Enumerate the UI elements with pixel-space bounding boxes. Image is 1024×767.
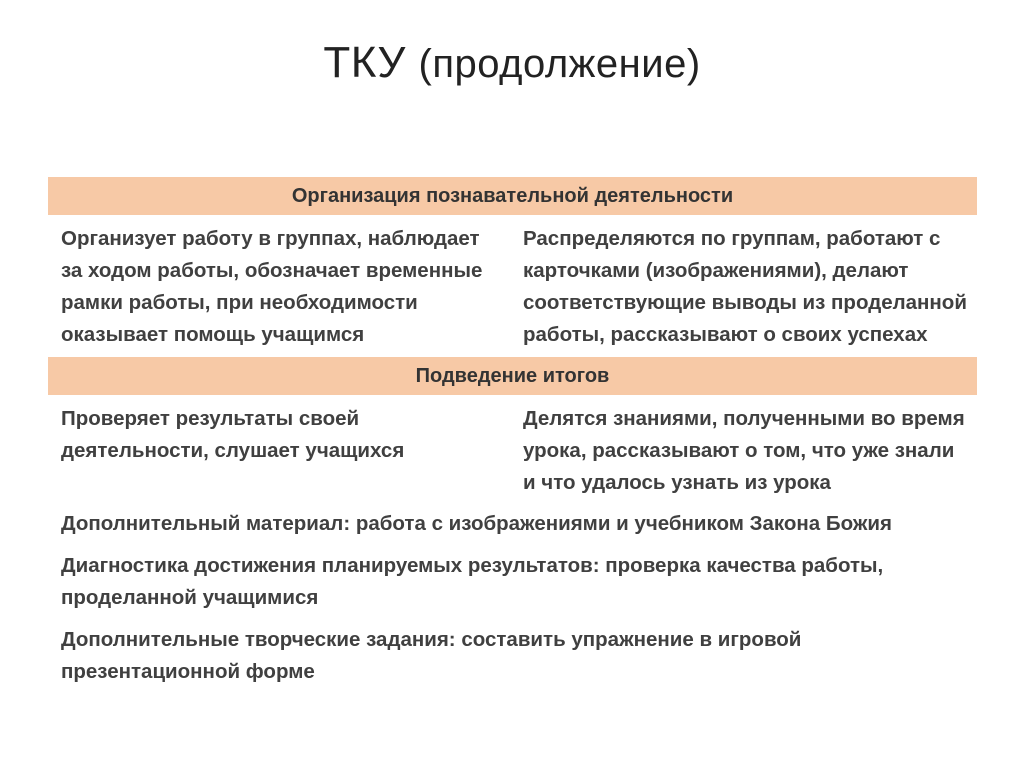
table-row <box>48 217 977 357</box>
teacher-activity-cell: Проверяет результаты своей деятельности, слушает учащихся <box>61 407 405 462</box>
teacher-activity-cell: Организует работу в группах, наблюдает за ходом работы, обозначает временные рамки работы, при необходимости оказывает помощь учащимся <box>61 227 483 346</box>
student-activity-cell: Делятся знаниями, полученными во время урока, рассказывают о том, что уже знали и что удалось узнать из урока <box>523 407 965 494</box>
lesson-table <box>48 177 977 691</box>
section-header-cognitive-activity: Организация познавательной деятельности <box>48 177 977 215</box>
slide-title <box>0 38 1024 88</box>
slide-title-main: ТКУ <box>323 38 406 87</box>
student-activity-cell: Распределяются по группам, работают с карточками (изображениями), делают соответствующие выводы из проделанной работы, рассказывают о своих успехах <box>523 227 967 346</box>
diagnostics-note: Диагностика достижения планируемых результатов: проверка качества работы, проделанной учащимися <box>61 554 884 609</box>
additional-material-note: Дополнительный материал: работа с изображениями и учебником Закона Божия <box>61 512 892 535</box>
section-header-summary: Подведение итогов <box>48 357 977 395</box>
slide-title-sub: (продолжение) <box>418 42 701 86</box>
creative-tasks-note: Дополнительные творческие задания: составить упражнение в игровой презентационной форме <box>61 628 802 683</box>
table-row <box>48 397 977 505</box>
